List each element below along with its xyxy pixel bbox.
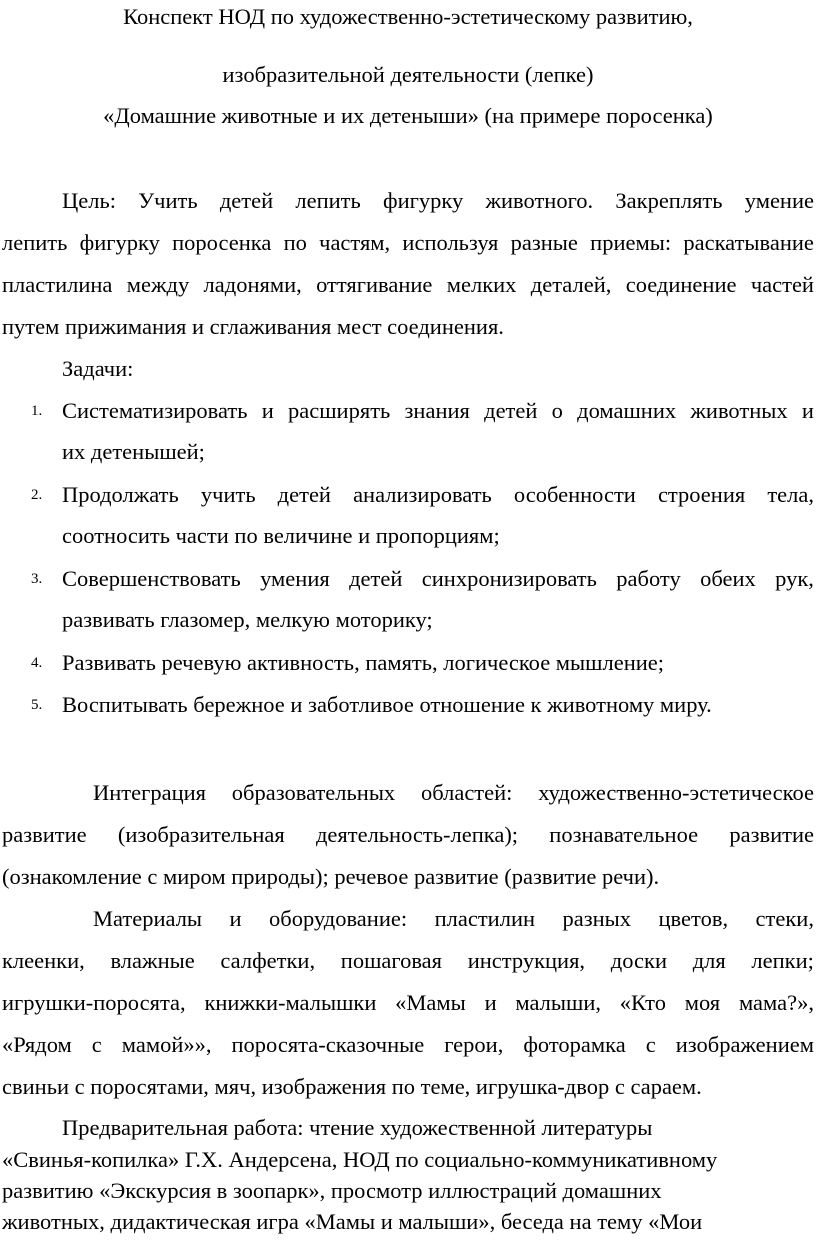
materials-line-1: Материалы и оборудование: пластилин разных цветов, стеки,: [93, 906, 814, 931]
goal-line-1: Цель: Учить детей лепить фигурку животного. Закреплять умение: [62, 188, 814, 213]
preliminary-line-4: животных, дидактическая игра «Мамы и малыши», беседа на тему «Мои: [2, 1209, 703, 1234]
task-text-2-line-2: соотносить части по величине и пропорциям;: [62, 523, 500, 548]
materials-line-5: свиньи с поросятами, мяч, изображения по теме, игрушка-двор с сараем.: [2, 1074, 702, 1099]
preliminary-line-3: развитию «Экскурсия в зоопарк», просмотр иллюстраций домашних: [2, 1178, 662, 1203]
materials-line-2: клеенки, влажные салфетки, пошаговая инструкция, доски для лепки;: [2, 948, 814, 973]
task-number-5: 5.: [31, 697, 43, 713]
goal-line-2: лепить фигурку поросенка по частям, используя разные приемы: раскатывание: [2, 230, 814, 255]
title-line-2: изобразительной деятельности (лепке): [222, 62, 594, 87]
materials-line-4: «Рядом с мамой»», поросята-сказочные герои, фоторамка с изображением: [2, 1032, 814, 1057]
task-number-3: 3.: [31, 571, 43, 587]
task-text-1-line-1: Систематизировать и расширять знания детей о домашних животных и: [62, 398, 814, 423]
task-text-2-line-1: Продолжать учить детей анализировать особенности строения тела,: [62, 482, 814, 507]
task-number-1: 1.: [31, 403, 43, 419]
task-number-4: 4.: [31, 655, 43, 671]
goal-line-4: путем прижимания и сглаживания мест соединения.: [2, 314, 504, 339]
goal-line-3: пластилина между ладонями, оттягивание мелких деталей, соединение частей: [2, 272, 814, 297]
task-number-2: 2.: [31, 487, 43, 503]
materials-line-3: игрушки-поросята, книжки-малышки «Мамы и малыши, «Кто моя мама?»,: [2, 990, 814, 1015]
tasks-heading: Задачи:: [62, 356, 134, 381]
task-text-1-line-2: их детенышей;: [62, 439, 205, 464]
integration-line-1: Интеграция образовательных областей: художественно-эстетическое: [93, 780, 814, 805]
title-line-3: «Домашние животные и их детеныши» (на примере поросенка): [103, 103, 713, 128]
task-text-3-line-2: развивать глазомер, мелкую моторику;: [62, 607, 433, 632]
integration-line-3: (ознакомление с миром природы); речевое развитие (развитие речи).: [2, 864, 660, 889]
title-line-1: Конспект НОД по художественно-эстетическому развитию,: [123, 4, 693, 29]
task-text-4-line-1: Развивать речевую активность, память, логическое мышление;: [62, 650, 665, 675]
preliminary-line-1: Предварительная работа: чтение художественной литературы: [62, 1115, 653, 1140]
integration-line-2: развитие (изобразительная деятельность-лепка); познавательное развитие: [2, 822, 814, 847]
task-text-5-line-1: Воспитывать бережное и заботливое отношение к животному миру.: [62, 692, 712, 717]
preliminary-line-2: «Свинья-копилка» Г.Х. Андерсена, НОД по социально-коммуникативному: [2, 1147, 718, 1172]
task-text-3-line-1: Совершенствовать умения детей синхронизировать работу обеих рук,: [62, 566, 814, 591]
